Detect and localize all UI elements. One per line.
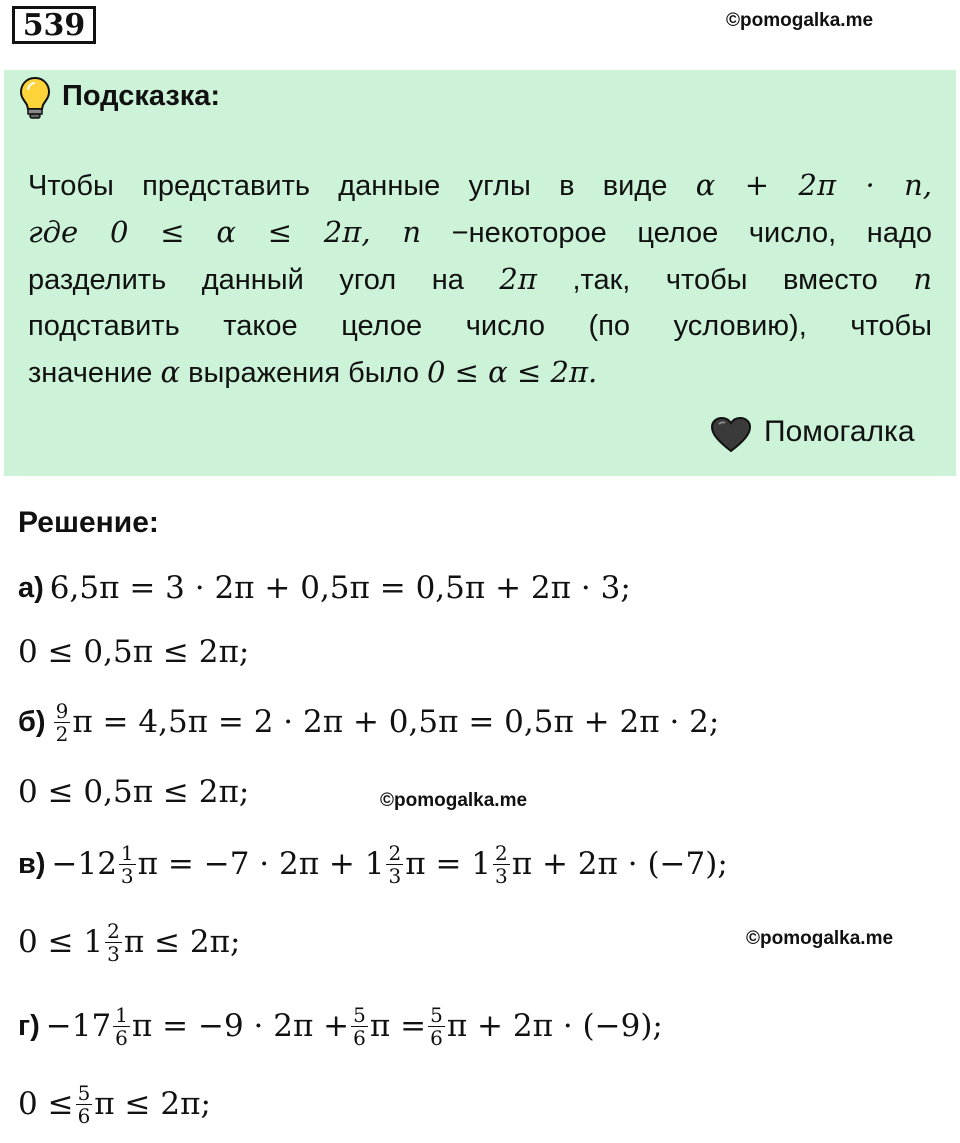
watermark-top: ©pomogalka.me bbox=[726, 10, 874, 31]
fraction: $\frac{5}{6}$ bbox=[430, 1002, 443, 1050]
hint-title: Подсказка: bbox=[62, 80, 221, 112]
label-v: в) bbox=[18, 847, 46, 880]
solution-v-check: 0 ≤ 1 $\frac{2}{3}$ π ≤ 2π; bbox=[18, 918, 241, 966]
expr-b: π = 4,5π = 2 · 2π + 0,5π = 0,5π + 2π · 2; bbox=[72, 704, 720, 740]
hint-line-4: подставить такое целое число (по условию), чтобы bbox=[28, 310, 932, 342]
solution-g-check: 0 ≤ $\frac{5}{6}$ π ≤ 2π; bbox=[18, 1080, 211, 1128]
fraction: $\frac{5}{6}$ bbox=[77, 1080, 91, 1128]
label-g: г) bbox=[18, 1009, 40, 1042]
solution-title: Решение: bbox=[18, 506, 159, 539]
lightbulb-icon bbox=[18, 76, 52, 120]
watermark-right: ©pomogalka.me bbox=[746, 928, 894, 949]
check-a: 0 ≤ 0,5π ≤ 2π; bbox=[18, 634, 250, 670]
label-b: б) bbox=[18, 705, 46, 738]
hint-line-3: разделить данный угол на 2π ,так, чтобы вместо n bbox=[28, 262, 932, 296]
hint-text bbox=[28, 162, 932, 396]
solution-a bbox=[18, 558, 631, 618]
solution-g: г) −17 $\frac{1}{6}$ π = −9 · 2π + $\frac{5}{6}$ π = $\frac{5}{6}$ π + 2π · (−9); bbox=[18, 1002, 663, 1050]
brand-label: Помогалка bbox=[764, 415, 915, 448]
solution-b-check bbox=[18, 762, 249, 822]
watermark-middle: ©pomogalka.me bbox=[380, 790, 528, 811]
fraction: $\frac{2}{3}$ bbox=[495, 840, 508, 888]
solution-v: в) −12 $\frac{1}{3}$ π = −7 · 2π + 1 $\frac{2}{3}$ π = 1 $\frac{2}{3}$ π + 2π · (−7); bbox=[18, 840, 728, 888]
expr-a: 6,5π = 3 · 2π + 0,5π = 0,5π + 2π · 3; bbox=[49, 570, 631, 606]
fraction: $\frac{2}{3}$ bbox=[388, 840, 402, 888]
fraction: $\frac{1}{3}$ bbox=[120, 840, 134, 888]
problem-number: 539 bbox=[12, 6, 96, 44]
solution-a-check bbox=[18, 622, 249, 682]
check-b: 0 ≤ 0,5π ≤ 2π; bbox=[18, 774, 250, 810]
hint-line-5: значение α выражения было 0 ≤ α ≤ 2π. bbox=[28, 355, 598, 389]
fraction: $\frac{2}{3}$ bbox=[107, 918, 120, 966]
hint-line-1: Чтобы представить данные углы в виде α + 2π · n, bbox=[28, 168, 932, 202]
hint-line-2: где 0 ≤ α ≤ 2π, n −некоторое целое число, надо bbox=[28, 215, 932, 249]
heart-icon bbox=[710, 416, 752, 454]
fraction: $\frac{5}{6}$ bbox=[353, 1002, 366, 1050]
fraction: $\frac{9}{2}$ bbox=[55, 698, 69, 746]
label-a: а) bbox=[18, 571, 44, 604]
fraction: $\frac{1}{6}$ bbox=[115, 1002, 128, 1050]
solution-b bbox=[18, 692, 719, 752]
